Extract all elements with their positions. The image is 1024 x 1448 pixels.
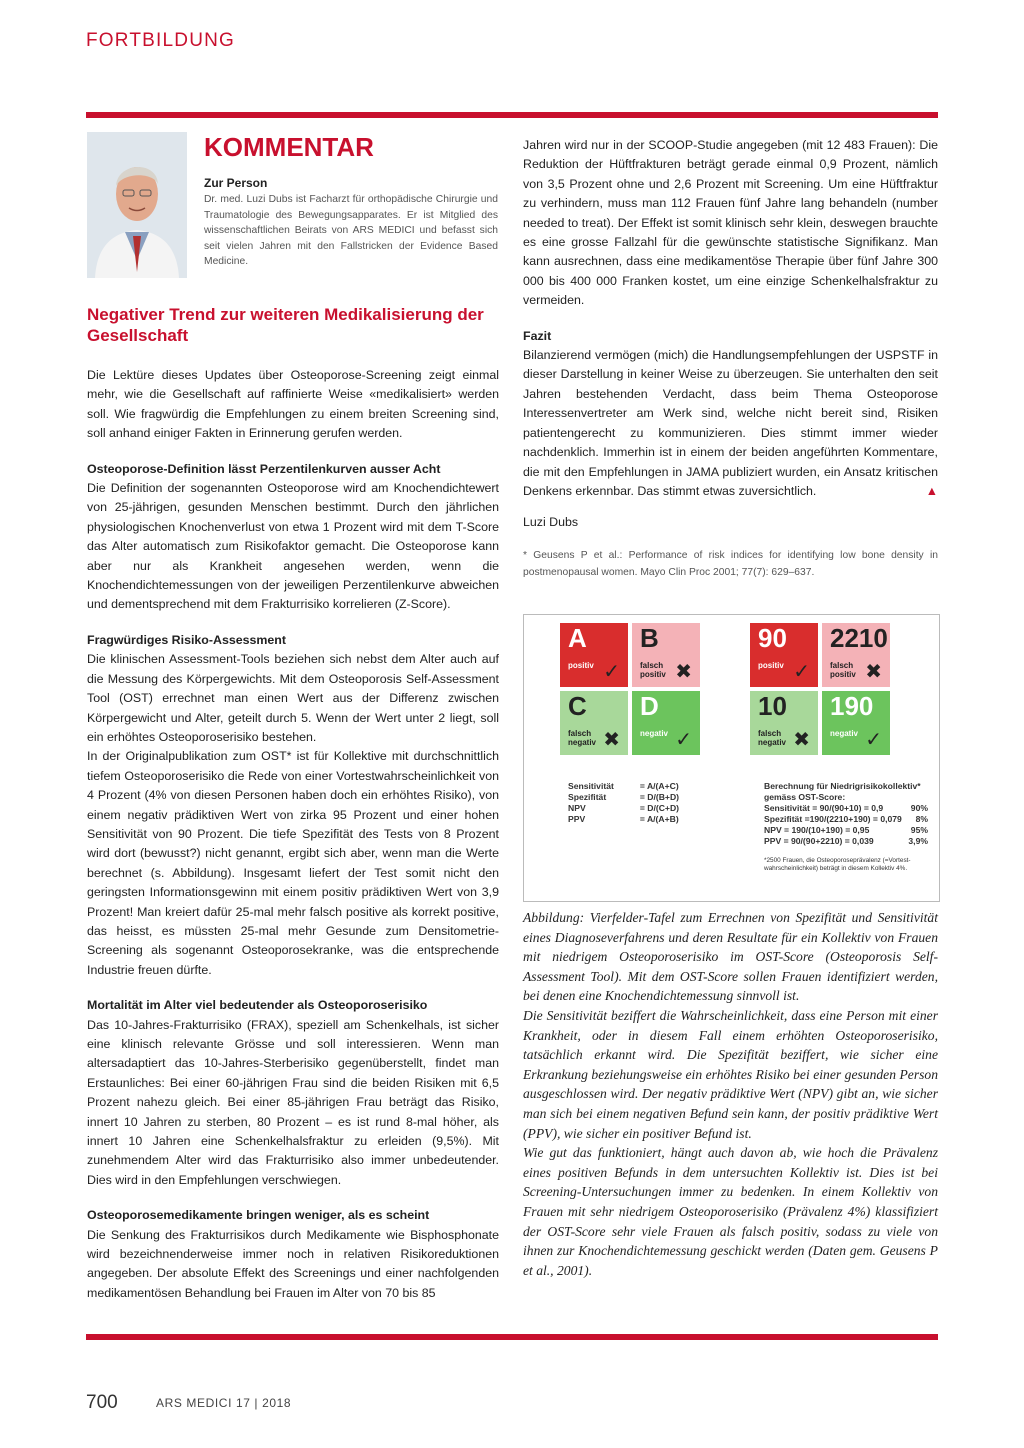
grid-values-cell bbox=[822, 623, 890, 687]
caption-paragraph-2: Die Sensitivität beziffert die Wahrscheinlichkeit, dass eine Person mit einer Krankheit, oder in diesem Fall einem erhöhten Osteoporoserisiko, tatsächlich erkannt wird. Die Spezifität beziffert, wie sicher eine Erkrankung beziehungsweise ein erhöhtes Risiko bei einer gesunden Person ausgeschlossen wird. Der negativ prädiktive Wert (NPV) gibt an, wie sicher man sich bei einem negativen Befund sein kann, der positiv prädiktive Wert (PPV), wie sicher ein positiver Befund ist. bbox=[523, 1007, 938, 1141]
formula-cell: = A/(A+B) bbox=[639, 814, 679, 824]
right-text-1: Jahren wird nur in der SCOOP-Studie angegeben (mit 12 483 Frauen): Die Reduktion der Hüftfrakturen beträgt gerade einmal 0,9 Prozent, nämlich von 3,5 Prozent ohne und 2,6 Prozent mit Screening. Um eine Hüftfraktur zu verhindern, muss man 112 Frauen fünf Jahre lang behandeln (number needed to treat). Der Effekt ist somit klinisch sehr klein, deswegen brauchte es eine grosse Fallzahl für die gewünschte statistische Signifikanz. Man kann ausrechnen, dass eine medikamentöse Therapie über fünf Jahre 300 000 bis 400 000 Franken kostet, um eine einzige Schenkelhalsfraktur zu vermeiden. bbox=[523, 138, 938, 308]
check-icon: ✓ bbox=[793, 661, 810, 683]
calc-row bbox=[764, 836, 932, 847]
cell-value: A bbox=[568, 623, 587, 653]
grid-letters-cell bbox=[632, 691, 700, 755]
section-text-3: Das 10-Jahres-Frakturrisiko (FRAX), speziell am Schenkelhals, ist sicher eine klinisch relevante Grösse und soll interessieren. Wenn man altersadaptiert das 10-Jahres-Sterberisiko gegenüberstellt, findet man Erstaunliches: Bei einer 60-jährigen Frau sind die beiden Risiken mit 6,5 Prozent nahezu gleich. Bei einer 85-jährigen Frau beträgt das Risiko, innert 10 Jahren zu sterben, 80 Prozent – es ist rund 8-mal höher, als innert 10 Jahren eine Schenkelhalsfraktur zu erleiden (9,5%). Mit zunehmendem Alter wird das Frakturrisiko also immer unbedeutender. Dies wird in den Empfehlungen verschwiegen. bbox=[87, 1017, 499, 1187]
section-title-2: Fragwürdiges Risiko-Assessment bbox=[87, 632, 287, 647]
check-icon: ✓ bbox=[675, 729, 692, 751]
calc-row bbox=[764, 803, 932, 814]
journal-info: ARS MEDICI 17 | 2018 bbox=[156, 1396, 292, 1410]
right-column bbox=[523, 136, 938, 581]
cell-label: falsch negativ bbox=[568, 729, 597, 747]
cross-icon: ✖ bbox=[793, 729, 810, 751]
figure-four-field-table bbox=[523, 614, 940, 902]
calc-row bbox=[764, 814, 932, 825]
cell-label: negativ bbox=[640, 729, 669, 738]
grid-letters-cell bbox=[632, 623, 700, 687]
formula-row bbox=[568, 792, 683, 803]
formula-row bbox=[568, 781, 683, 792]
grid-values-cell bbox=[822, 691, 890, 755]
person-text: Dr. med. Luzi Dubs ist Facharzt für orthopädische Chirurgie und Traumatologie des Bewegungsapparates. Er ist Mitglied des wissenschaftlichen Beirats von ARS MEDICI und befasst sich seit vielen Jahren mit den Fallstricken der Evidence Based Medicine. bbox=[204, 194, 498, 267]
left-column bbox=[87, 366, 499, 1303]
calc-note: *2500 Frauen, die Osteoporoseprävalenz (=Vortest-wahrscheinlichkeit) beträgt in diesem Kollektiv 4%. bbox=[764, 857, 911, 872]
formula-cell: = A/(A+C) bbox=[639, 781, 679, 791]
article-headline: Negativer Trend zur weiteren Medikalisierung der Gesellschaft bbox=[87, 305, 484, 345]
grid-values-cell bbox=[750, 623, 818, 687]
cell-label: falsch positiv bbox=[830, 661, 856, 679]
calc-rows bbox=[764, 803, 932, 847]
footnote: * Geusens P et al.: Performance of risk indices for identifying low bone density in postmenopausal women. Mayo Clin Proc 2001; 77(7): 629–637. bbox=[523, 549, 938, 578]
cell-label: positiv bbox=[568, 661, 594, 670]
caption-paragraph-3: Wie gut das funktioniert, hängt auch davon ab, wie hoch die Prävalenz eines positiven Befunds in dem untersuchten Kollektiv ist. Dies ist bei Screening-Untersuchungen immer zu bedenken. In einem Kollektiv von Frauen mit sehr niedrigem Osteoporoserisiko (Prävalenz 4%) klassifiziert der OST-Score sehr viele Frauen als falsch positiv, sodass zu viele von ihnen zur Knochendichtemessung geschickt werden (Daten gem. Geusens P et al., 2001). bbox=[523, 1145, 938, 1278]
cell-value: C bbox=[568, 691, 587, 721]
author-signature: Luzi Dubs bbox=[523, 515, 579, 530]
cell-label: falsch positiv bbox=[640, 661, 666, 679]
cross-icon: ✖ bbox=[865, 661, 882, 683]
section-text-1: Die Definition der sogenannten Osteoporose wird am Knochendichtewert von 25-jährigen, gesunden Menschen bestimmt. Durch den jährlichen physiologischen Knochenverlust von etwa 1 Prozent wird mit dem T-Score das Alter automatisch zum Risikofaktor gemacht. Die Osteoporose kann aber nur als Krankheit angesehen werden, wenn die Knochendichtemessungen von der jeweiligen Perzentilenkurve abweichen und dementsprechend mit dem Frakturrisiko korrelieren (Z-Score). bbox=[87, 481, 499, 612]
person-heading: Zur Person bbox=[204, 176, 268, 190]
page-number: 700 bbox=[86, 1392, 118, 1413]
cell-value: 2210 bbox=[830, 623, 888, 653]
calc-cell: PPV = 90/(90+2210) = 0,039 bbox=[764, 836, 874, 846]
grid-values-cell bbox=[750, 691, 818, 755]
cross-icon: ✖ bbox=[675, 661, 692, 683]
kommentar-title: KOMMENTAR bbox=[204, 132, 374, 162]
author-photo bbox=[87, 132, 187, 278]
section-header: FORTBILDUNG bbox=[86, 30, 236, 51]
formula-table bbox=[568, 781, 683, 825]
grid-letters-cell bbox=[560, 691, 628, 755]
formula-cell: = D/(B+D) bbox=[639, 792, 680, 802]
cell-value: 190 bbox=[830, 691, 874, 721]
cell-label: negativ bbox=[830, 729, 859, 738]
end-mark: ▲ bbox=[925, 483, 938, 498]
formula-row bbox=[568, 814, 683, 825]
calc-cell: 8% bbox=[915, 814, 928, 824]
section-title-3: Mortalität im Alter viel bedeutender als Osteoporoserisiko bbox=[87, 998, 428, 1013]
calc-row bbox=[764, 825, 932, 836]
check-icon: ✓ bbox=[603, 661, 620, 683]
formula-cell: PPV bbox=[568, 814, 586, 824]
section-title-1: Osteoporose-Definition lässt Perzentilenkurven ausser Acht bbox=[87, 461, 441, 476]
cell-label: falsch negativ bbox=[758, 729, 787, 747]
intro-paragraph: Die Lektüre dieses Updates über Osteoporose-Screening zeigt einmal mehr, wie die Gesellschaft auf raffinierte Weise «medikalisiert» werden soll. Wie fragwürdig die Empfehlungen zu einem breiten Screening sind, soll anhand einiger Fakten in Erinnerung gerufen werden. bbox=[87, 368, 499, 441]
calc-cell: 90% bbox=[910, 803, 928, 813]
grid-letters-cell bbox=[560, 623, 628, 687]
calc-cell: Spezifität =190/(2210+190) = 0,079 bbox=[764, 814, 902, 824]
four-field-grid-letters bbox=[560, 623, 700, 755]
formula-cell: NPV bbox=[568, 803, 586, 813]
calc-cell: Sensitivität = 90/(90+10) = 0,9 bbox=[764, 803, 884, 813]
bottom-rule bbox=[86, 1334, 938, 1340]
formula-cell: Spezifität bbox=[568, 792, 607, 802]
calc-cell: NPV = 190/(10+190) = 0,95 bbox=[764, 825, 870, 835]
section-text-4: Die Senkung des Frakturrisikos durch Medikamente wie Bisphosphonate wird bezeichnenderweise immer noch in relativen Risikoreduktionen angegeben. Der absolute Effekt des Screenings und einer nachfolgenden medikamentösen Behandlung bei Frauen im Alter von 70 bis 85 bbox=[87, 1227, 499, 1300]
fazit-body: Bilanzierend vermögen (mich) die Handlungsempfehlungen der USPSTF in dieser Darstellung in keiner Weise zu überzeugen. Sie unterhalten den seit Jahren bestehenden Verdacht, dass beim Thema Osteoporose Interessenvertreter am Werk sind, welche nicht bereit sind, Risiken patientengerecht zu kommunizieren. Dies stimmt immer wieder nachdenklich. Immerhin ist in einem der beiden angeführten Kommentare, die mit den Empfehlungen in JAMA publiziert wurden, ein Ansatz kritischen Denkens erkennbar. Das stimmt etwas zuversichtlich. bbox=[523, 348, 938, 498]
cell-value: B bbox=[640, 623, 659, 653]
calc-box bbox=[764, 781, 932, 873]
formula-cell: Sensitivität bbox=[568, 781, 614, 791]
section-title-4: Osteoporosemedikamente bringen weniger, als es scheint bbox=[87, 1208, 430, 1223]
cross-icon: ✖ bbox=[603, 729, 620, 751]
four-field-grid-values bbox=[750, 623, 890, 755]
fazit-text bbox=[523, 346, 938, 501]
calc-cell: 3,9% bbox=[908, 836, 928, 846]
cell-value: 90 bbox=[758, 623, 787, 653]
top-rule bbox=[86, 112, 938, 118]
fazit-title: Fazit bbox=[523, 328, 552, 343]
figure-caption bbox=[523, 908, 938, 1280]
formula-row bbox=[568, 803, 683, 814]
cell-label: positiv bbox=[758, 661, 784, 670]
section-text-2a: Die klinischen Assessment-Tools beziehen sich nebst dem Alter auch auf die Messung des Körpergewichts. Mit dem Osteoporosis Self-Assessment Tool (OST) errechnet man einen Wert aus der Differenz zwischen Körpergewicht und Alter, geteilt durch 5. Wenn der Wert unter 2 liegt, soll ein erhöhtes Osteoporoserisiko bestehen. bbox=[87, 652, 499, 744]
check-icon: ✓ bbox=[865, 729, 882, 751]
calc-cell: 95% bbox=[910, 825, 928, 835]
formula-cell: = D/(C+D) bbox=[639, 803, 680, 813]
calc-subtitle: gemäss OST-Score: bbox=[764, 792, 846, 802]
section-text-2b: In der Originalpublikation zum OST* ist für Kollektive mit durchschnittlich tiefem Osteoporoserisiko die Rede von einer Vortestwahrscheinlichkeit von 4 Prozent (4% von diesen Personen haben doch ein erhöhtes Risiko), von einem negativ prädiktiven Wert von zirka 95 Prozent und einer hohen Sensitivität von 90 Prozent. Die tiefe Spezifität des Tests von 8 Prozent wird dort (bewusst?) nicht genannt, ergibt sich aber, wenn man die Werte berechnet (s. Abbildung). Insgesamt liefert der Test somit nicht den geringsten Informationsgewinn mit einem positiv prädiktiven Wert von 3,9 Prozent! Man kreiert dafür 25-mal mehr falsch positive als korrekt positive, das heisst, es müssten 25-mal mehr Gesunde zum Densitometrie-Screening als sogenannt Osteoporosekranke, was die entsprechende Industrie freuen dürfte. bbox=[87, 749, 499, 977]
caption-paragraph-1: Abbildung: Vierfelder-Tafel zum Errechnen von Spezifität und Sensitivität eines Diagnoseverfahrens und deren Resultate für ein Kollektiv von Frauen mit niedrigem Osteoporoserisiko im OST-Score (Osteoporosis Self-Assessment Tool). Mit dem OST-Score sollen Frauen identifiziert werden, bei denen eine Knochendichtemessung sinnvoll ist. bbox=[523, 910, 938, 1004]
cell-value: D bbox=[640, 691, 659, 721]
calc-title: Berechnung für Niedrigrisikokollektiv* bbox=[764, 781, 921, 791]
cell-value: 10 bbox=[758, 691, 787, 721]
